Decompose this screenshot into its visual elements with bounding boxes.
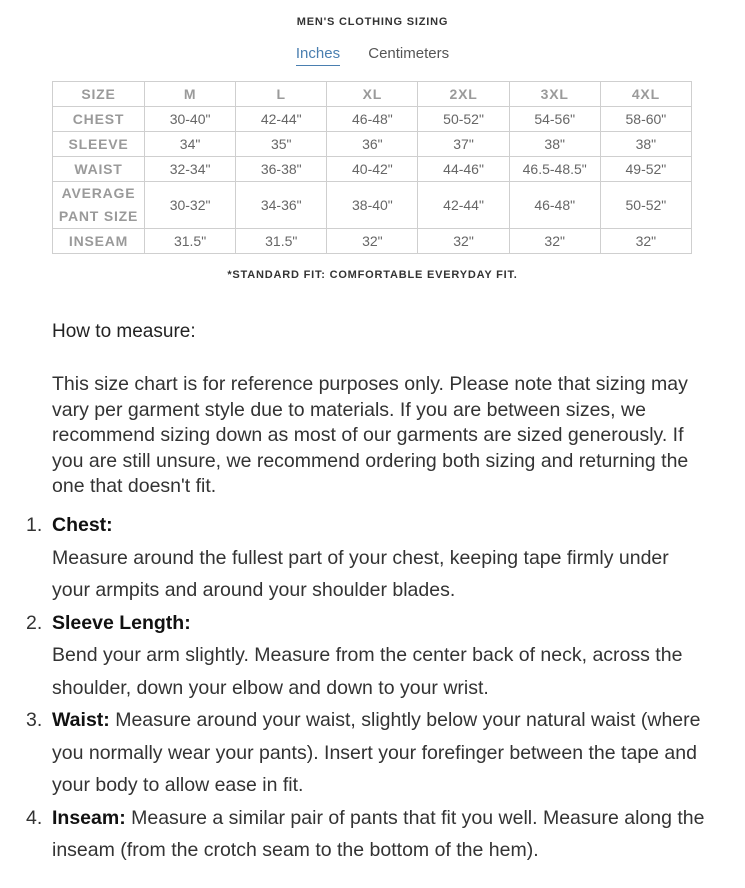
- table-cell: 38": [509, 132, 600, 157]
- tab-centimeters[interactable]: Centimeters: [368, 45, 450, 62]
- list-item: [26, 607, 712, 705]
- step-term: Chest:: [52, 514, 113, 536]
- header-cell: SIZE: [53, 82, 145, 107]
- table-cell: 32": [418, 229, 509, 254]
- row-label: SLEEVE: [53, 132, 145, 157]
- table-cell: 32-34": [145, 157, 236, 182]
- step-text: Bend your arm slightly. Measure from the center back of neck, across the shoulder, down your elbow and down to your wrist.: [52, 644, 683, 699]
- step-term: Inseam:: [52, 806, 126, 829]
- table-cell: 44-46": [418, 157, 509, 182]
- step-term: Sleeve Length:: [52, 611, 191, 634]
- table-cell: 37": [418, 132, 509, 157]
- how-to-measure-heading: How to measure:: [52, 321, 196, 342]
- row-label: WAIST: [53, 157, 145, 182]
- table-cell: 30-40": [145, 107, 236, 132]
- header-cell: XL: [327, 82, 418, 107]
- table-row: [53, 107, 692, 132]
- header-cell: M: [145, 82, 236, 107]
- table-cell: 38": [600, 132, 691, 157]
- header-cell: L: [236, 82, 327, 107]
- table-cell: 32": [509, 229, 600, 254]
- step-number: 3.: [26, 709, 43, 731]
- step-text: Measure a similar pair of pants that fit you well. Measure along the inseam (from the crotch seam to the bottom of the hem).: [52, 806, 705, 861]
- table-cell: 32": [600, 229, 691, 254]
- table-cell: 31.5": [236, 229, 327, 254]
- table-cell: 50-52": [600, 182, 691, 229]
- step-text: Measure around the fullest part of your chest, keeping tape firmly under your armpits and around your shoulder blades.: [52, 546, 669, 601]
- row-label: [53, 182, 145, 229]
- row-label: INSEAM: [53, 229, 145, 254]
- step-number: 1.: [26, 514, 43, 536]
- table-header-row: [53, 82, 692, 107]
- fit-note: *STANDARD FIT: COMFORTABLE EVERYDAY FIT.: [227, 269, 518, 281]
- table-cell: 58-60": [600, 107, 691, 132]
- step-text: Measure around your waist, slightly below your natural waist (where you normally wear your pants). Insert your forefinger between the tape and your body to allow ease in fit.: [52, 709, 701, 796]
- page-title: MEN'S CLOTHING SIZING: [296, 16, 449, 28]
- table-cell: 50-52": [418, 107, 509, 132]
- table-row: [53, 229, 692, 254]
- table-cell: 30-32": [145, 182, 236, 229]
- table-cell: 40-42": [327, 157, 418, 182]
- table-cell: 49-52": [600, 157, 691, 182]
- table-cell: 34-36": [236, 182, 327, 229]
- table-cell: 36-38": [236, 157, 327, 182]
- header-cell: 2XL: [418, 82, 509, 107]
- table-cell: 42-44": [418, 182, 509, 229]
- list-item: [26, 802, 712, 867]
- table-cell: 38-40": [327, 182, 418, 229]
- step-number: 4.: [26, 806, 43, 829]
- table-cell: 31.5": [145, 229, 236, 254]
- table-cell: 32": [327, 229, 418, 254]
- table-cell: 34": [145, 132, 236, 157]
- table-cell: 46-48": [509, 182, 600, 229]
- table-cell: 42-44": [236, 107, 327, 132]
- table-cell: 35": [236, 132, 327, 157]
- table-row: [53, 132, 692, 157]
- measure-steps-list: [26, 509, 712, 867]
- table-cell: 46.5-48.5": [509, 157, 600, 182]
- row-label-line: AVERAGE: [61, 185, 136, 201]
- list-item: [26, 509, 712, 607]
- header-cell: 4XL: [600, 82, 691, 107]
- step-number: 2.: [26, 611, 43, 634]
- tab-inches[interactable]: Inches: [296, 45, 340, 66]
- row-label-line: PANT SIZE: [58, 208, 139, 224]
- table-cell: 36": [327, 132, 418, 157]
- table-row: [53, 157, 692, 182]
- size-table: [52, 81, 692, 254]
- row-label: CHEST: [53, 107, 145, 132]
- table-cell: 46-48": [327, 107, 418, 132]
- list-item: [26, 704, 712, 802]
- table-row: [53, 182, 692, 229]
- unit-toggle: [0, 45, 745, 66]
- table-cell: 54-56": [509, 107, 600, 132]
- header-cell: 3XL: [509, 82, 600, 107]
- step-term: Waist:: [52, 709, 110, 731]
- disclaimer-paragraph: This size chart is for reference purposes only. Please note that sizing may vary per garment style due to materials. If you are between sizes, we recommend sizing down as most of our garments are sized generously. If you are still unsure, we recommend ordering both sizing and returning the one that doesn't fit.: [52, 373, 689, 497]
